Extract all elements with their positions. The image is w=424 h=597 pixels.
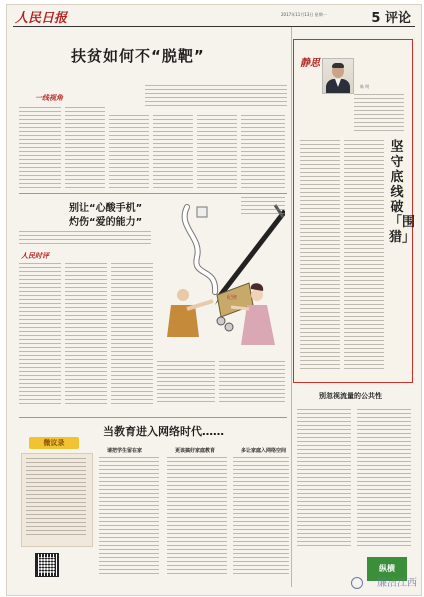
intro-text (19, 231, 151, 245)
svg-text:纪律: 纪律 (227, 295, 238, 301)
section-label: 5 评论 (371, 11, 411, 26)
article-column (19, 263, 61, 407)
quote-box (21, 453, 93, 547)
phone-headline-1: 别让“心酸手机” (69, 203, 143, 214)
author-portrait (322, 58, 354, 94)
masthead (13, 7, 415, 25)
weixiao-badge: 微议录 (29, 437, 79, 449)
commentary-intro (354, 94, 404, 134)
section-divider (19, 417, 287, 418)
article-column (111, 263, 153, 407)
commentary-column (344, 140, 384, 372)
section-divider (19, 193, 287, 194)
edu-column (99, 457, 159, 575)
yixian-tag: 一线视角 (35, 93, 63, 102)
article-column (241, 197, 285, 215)
article-column (65, 107, 105, 191)
newspaper-page (6, 4, 422, 596)
article-column (65, 263, 107, 407)
cartoon-illustration (157, 197, 285, 357)
qr-code (35, 553, 59, 577)
article-column (109, 115, 149, 191)
jinggao-tag: 静思 (300, 58, 320, 69)
zongheng-stamp: 纵横 (367, 557, 407, 581)
author-name: 陈 明 (360, 84, 370, 89)
caption-text (157, 361, 215, 403)
deck-text (145, 85, 287, 109)
right-sub-headline: 别忽视流量的公共性 (319, 392, 382, 400)
edu-sub-headline-1: 请把学生留在家 (107, 448, 143, 454)
article-column (241, 115, 285, 191)
column-divider (291, 27, 292, 587)
main-headline: 扶贫如何不“脱靶” (71, 47, 205, 65)
article-column (297, 409, 351, 549)
edu-headline: 当教育进入网络时代…… (103, 425, 224, 438)
edu-sub-headline-3: 多让家庭入网络空间 (241, 448, 287, 454)
article-column (19, 107, 61, 191)
wechat-icon (351, 577, 363, 589)
dateline: 2017年11月13日 星期一 (281, 12, 327, 17)
renminlun-tag: 人民时评 (21, 251, 49, 260)
commentary-title: 坚守底线破「围猎」 (389, 140, 416, 245)
top-rule (13, 26, 415, 27)
edu-column (167, 457, 227, 575)
edu-sub-headline-2: 更该搞好家庭教育 (175, 448, 216, 454)
newspaper-logo: 人民日报 (15, 11, 68, 26)
edu-column (233, 457, 289, 575)
caption-text (219, 361, 285, 403)
phone-headline-2: 灼伤“爱的能力” (69, 217, 143, 228)
article-column (197, 115, 237, 191)
watermark: 廉洁江西 (377, 578, 417, 589)
article-column (357, 409, 411, 549)
article-column (153, 115, 193, 191)
commentary-box (293, 39, 416, 383)
commentary-column (300, 140, 340, 372)
